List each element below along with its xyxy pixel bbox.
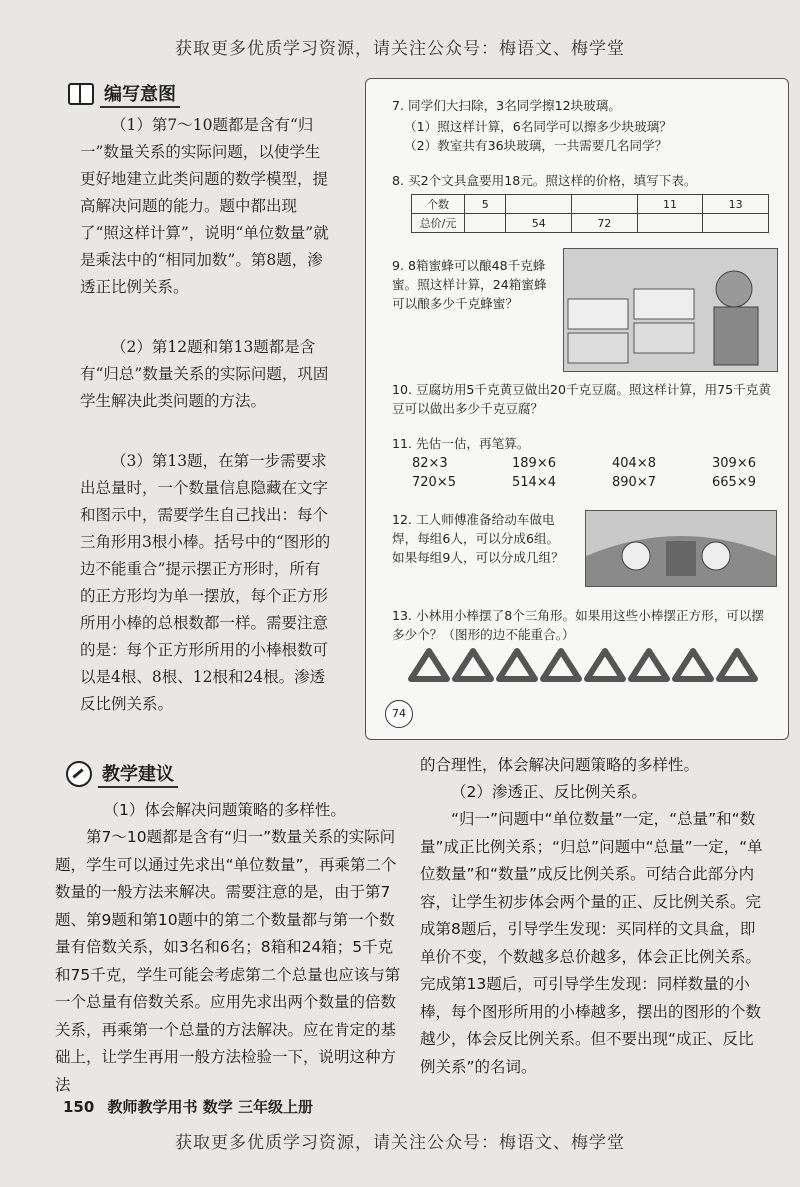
table-row [412,214,769,233]
table-cell [703,214,769,233]
table-row-label: 总价/元 [412,214,465,233]
advice-heading-2: （2）渗透正、反比例关系。 [451,783,647,801]
triangle-icon [499,651,535,679]
book-icon [68,83,94,105]
question-12: 12. 工人师傅准备给动车做电焊，每组6人，可以分成6组。如果每组9人，可以分成几组？ [392,512,564,565]
intent-paragraph-1: （1）第7～10题都是含有“归一”数量关系的实际问题，以使学生更好地建立此类问题的数学模型，提高解决问题的能力。题中都出现了“照这样计算”，说明“单位数量”就是乘法中的“相同加数”。第8题，渗透正比例关系。 [80,116,329,296]
table-cell: 54 [506,214,572,233]
triangle-icon [719,651,755,679]
watermark-bottom: 获取更多优质学习资源，请关注公众号：梅语文、梅学堂 [175,1133,625,1153]
intent-title-text: 编写意图 [100,80,180,108]
table-row [412,195,769,214]
question-10: 10. 豆腐坊用5千克黄豆做出20千克豆腐。照这样计算，用75千克黄豆可以做出多少千克豆腐？ [392,382,771,416]
triangle-icon [675,651,711,679]
advice-heading-1: （1）体会解决问题策略的多样性。 [103,801,346,819]
book-title: 教师教学用书 数学 三年级上册 [107,1098,313,1116]
beehive-photo [563,248,778,372]
watermark-top: 获取更多优质学习资源，请关注公众号：梅语文、梅学堂 [175,39,625,59]
page-footer [63,1096,313,1117]
advice-title [66,760,178,788]
triangle-icon [631,651,667,679]
question-13: 13. 小林用小棒摆了8个三角形。如果用这些小棒摆正方形，可以摆多少个？（图形的边不能重合。） [392,608,765,642]
table-row-label: 个数 [412,195,465,214]
table-cell: 11 [637,195,703,214]
inner-page-number: 74 [385,700,413,728]
train-welding-illustration [586,511,776,586]
table-cell: 13 [703,195,769,214]
calc-item: 82×3 [412,456,448,471]
triangle-icon [543,651,579,679]
beehive-illustration [564,249,777,371]
intent-paragraph-2: （2）第12题和第13题都是含有“归总”数量关系的实际问题，巩固学生解决此类问题的方法。 [80,338,329,410]
welding-photo [585,510,777,587]
page-number: 150 [63,1098,95,1116]
table-cell [465,214,506,233]
advice-title-text: 教学建议 [98,760,178,788]
advice-paragraph-2: “归一”问题中“单位数量”一定，“总量”和“数量”成正比例关系；“归总”问题中“总量”一定，“单位数量”和“数量”成反比例关系。可结合此部分内容，让学生初步体会两个量的正、反比例关系。完成第8题后，引导学生发现：买同样的文具盒，即单价不变，个数越多总价越多，体会正比例关系。完成第13题后，可引导学生发现：同样数量的小棒，每个图形所用的小棒越多，摆出的图形的个数越少，体会反比例关系。但不要出现“成正、反比例关系”的名词。 [420,810,763,1076]
table-cell [637,214,703,233]
calc-item: 890×7 [612,475,656,490]
question-9: 9. 8箱蜜蜂可以酿48千克蜂蜜。照这样计算，24箱蜜蜂可以酿多少千克蜂蜜？ [392,258,547,311]
calc-item: 665×9 [712,475,756,490]
question-11: 11. 先估一估，再笔算。 [392,436,530,451]
question-7-part-1: （1）照这样计算，6名同学可以擦多少块玻璃？ [404,119,672,134]
intent-title [68,80,180,108]
calc-item: 189×6 [512,456,556,471]
calc-item: 404×8 [612,456,656,471]
advice-right-continuation: 的合理性，体会解决问题策略的多样性。 [420,756,700,774]
table-cell: 72 [572,214,638,233]
question-7-part-2: （2）教室共有36块玻璃，一共需要几名同学？ [404,138,668,153]
triangle-icon [411,651,447,679]
question-8: 8. 买2个文具盒要用18元。照这样的价格，填写下表。 [392,173,697,188]
pen-icon [66,761,92,787]
question-8-table [411,194,769,233]
calc-item: 514×4 [512,475,556,490]
question-7: 7. 同学们大扫除，3名同学擦12块玻璃。 [392,98,621,113]
question-11-grid [412,456,800,490]
table-cell: 5 [465,195,506,214]
intent-paragraph-3: （3）第13题，在第一步需要求出总量时，一个数量信息隐藏在文字和图示中，需要学生自己找出：每个三角形用3根小棒。括号中的“图形的边不能重合”提示摆正方形时，所有的正方形均为单一摆放，每个正方形所用小棒的总根数都一样。需要注意的是：每个正方形所用的小棒根数可以是4根、8根、12根和24根。渗透反比例关系。 [80,452,331,713]
advice-paragraph-1: 第7～10题都是含有“归一”数量关系的实际问题，学生可以通过先求出“单位数量”，再乘第二个数量的一般方法来解决。需要注意的是，由于第7题、第9题和第10题中的第二个数量都与第一个数量有倍数关系，如3名和6名；8箱和24箱；5千克和75千克，学生可能会考虑第二个总量也应该与第一个总量有倍数关系。应用先求出两个数量的倍数关系，再乘第一个总量的方法解决。应在肯定的基础上，让学生再用一般方法检验一下，说明这种方法 [55,828,401,1094]
table-cell [506,195,572,214]
triangle-icon [587,651,623,679]
table-cell [572,195,638,214]
calc-item: 720×5 [412,475,456,490]
calc-item: 309×6 [712,456,756,471]
triangle-icon [455,651,491,679]
triangles-figure [405,645,760,685]
